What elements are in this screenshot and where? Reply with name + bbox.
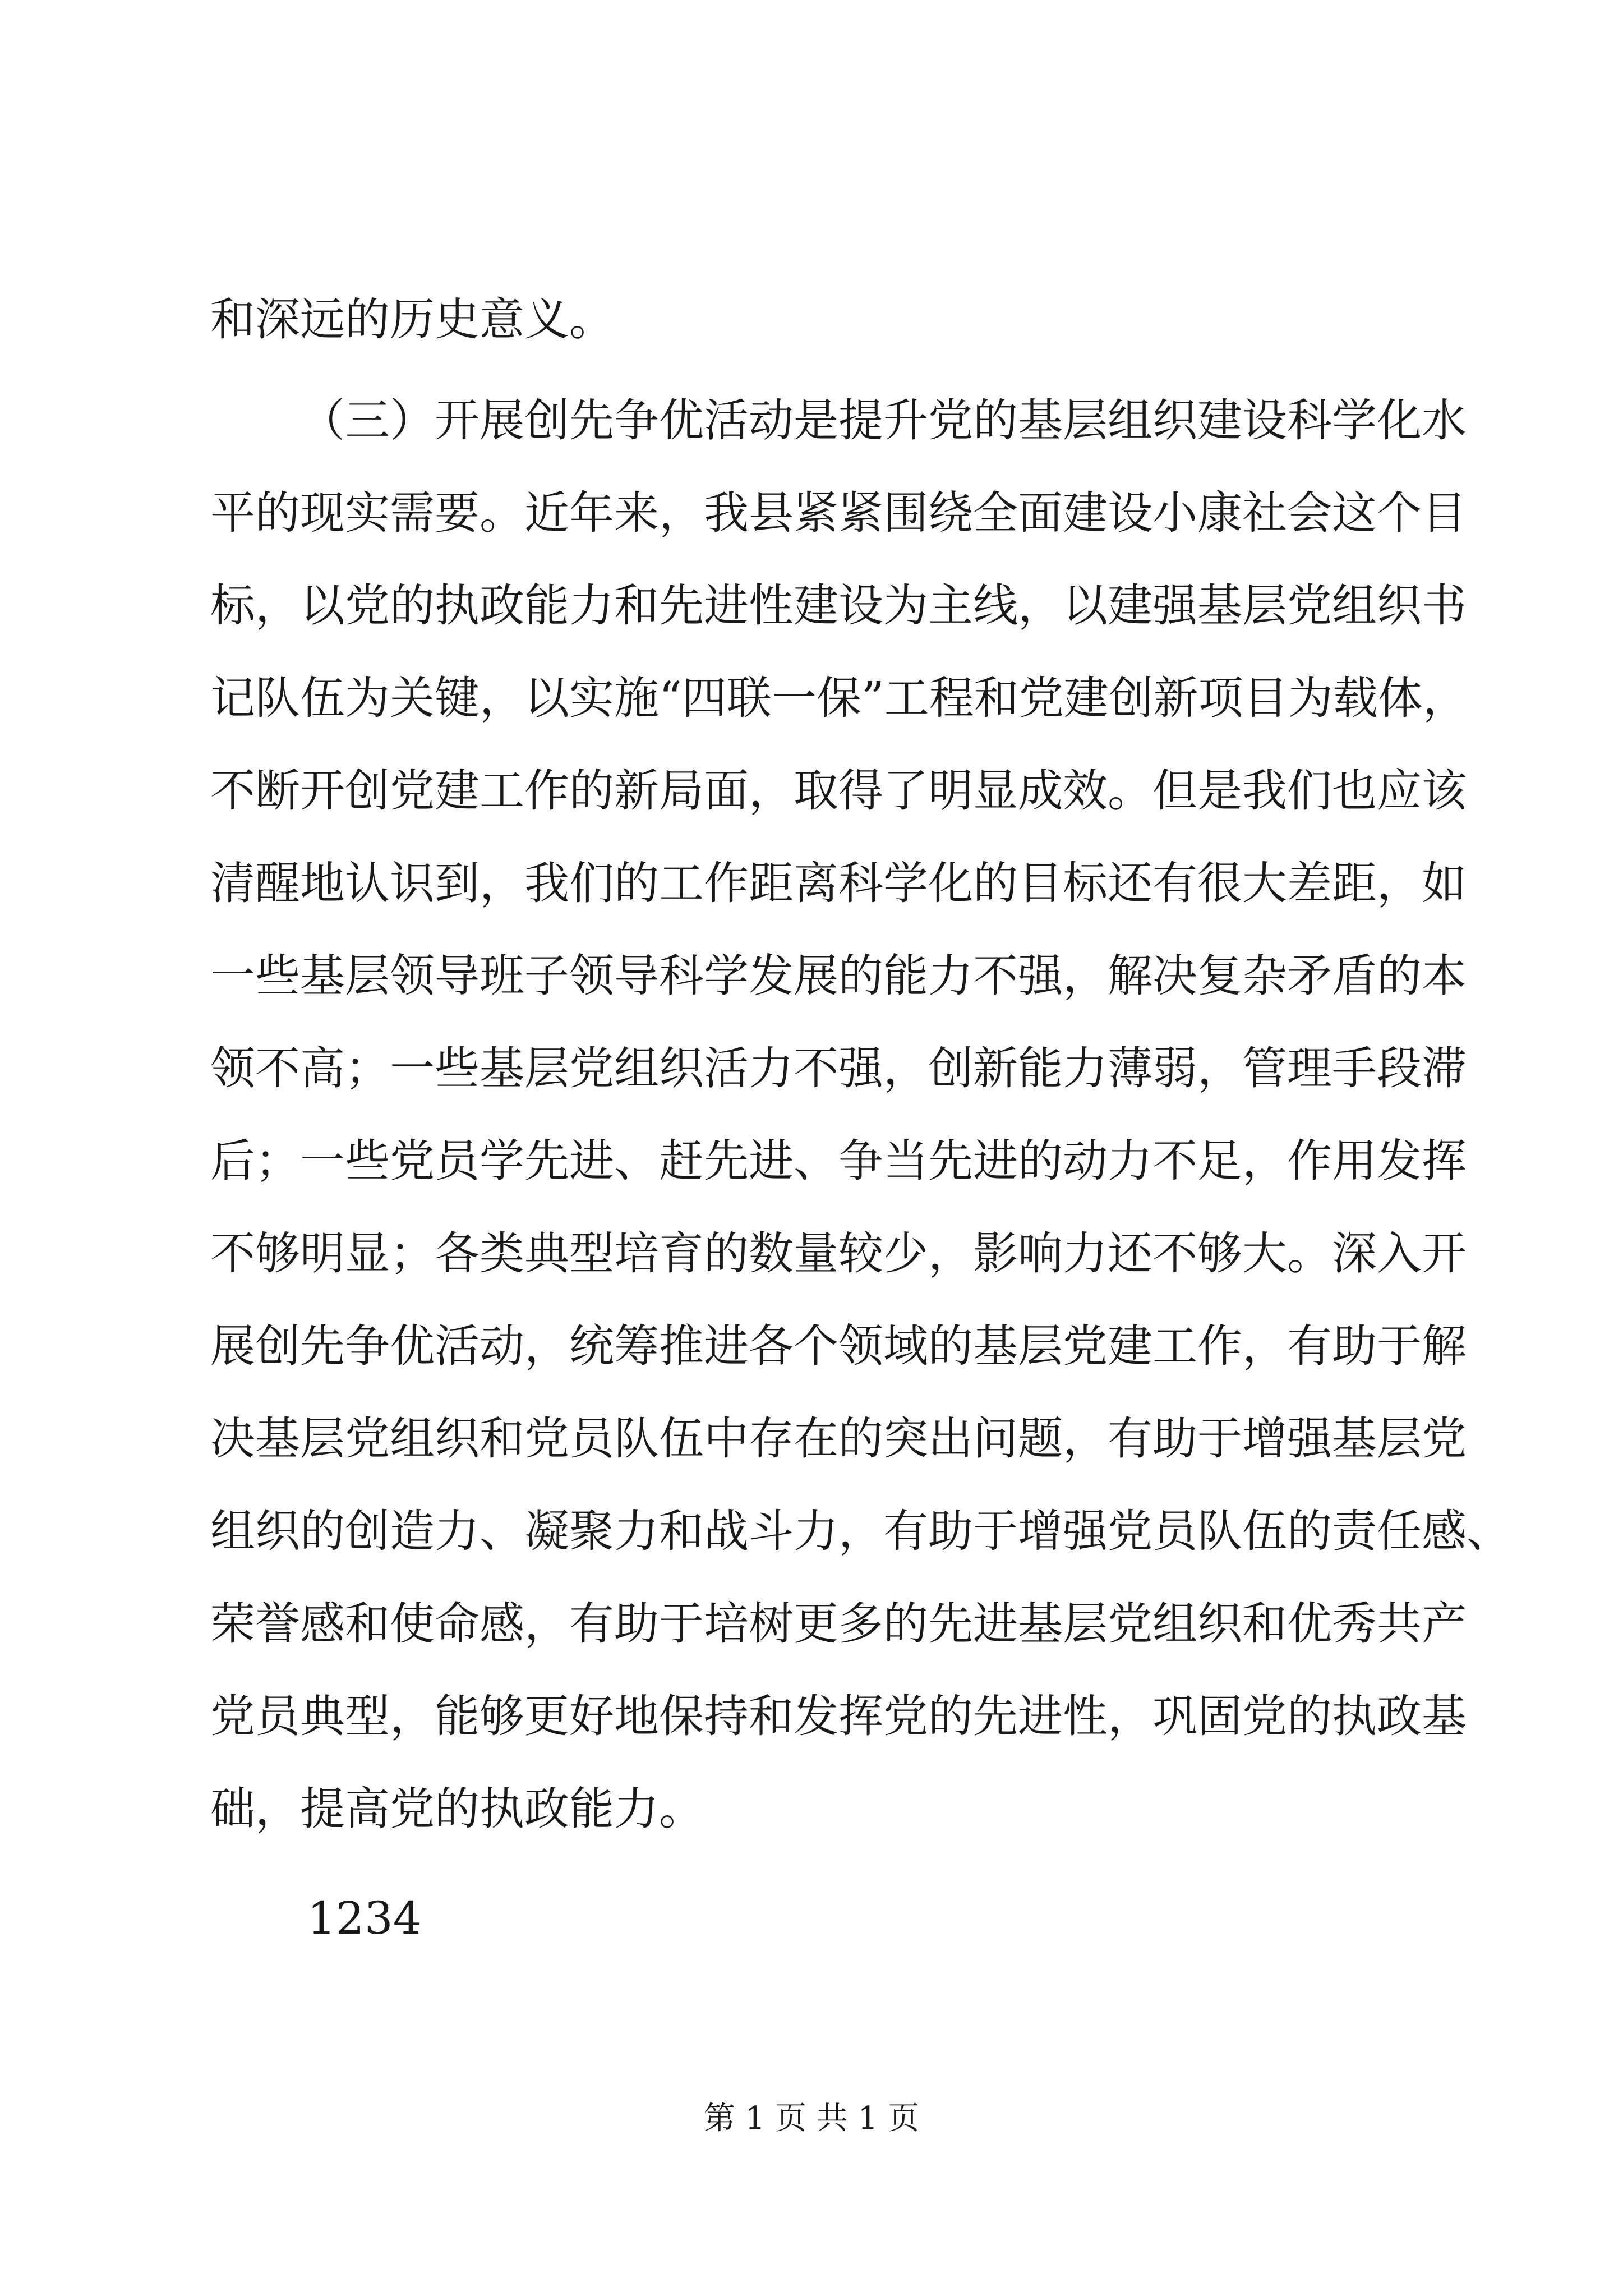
text-line: 平的现实需要。近年来，我县紧紧围绕全面建设小康社会这个目 — [210, 487, 1467, 539]
page-number-text: 1234 — [307, 1892, 422, 1944]
text-line: 础，提高党的执政能力。 — [210, 1783, 704, 1835]
page-footer: 第 1 页 共 1 页 — [703, 2100, 920, 2137]
text-line: 党员典型，能够更好地保持和发挥党的先进性，巩固党的执政基 — [210, 1690, 1467, 1742]
text-line: 后；一些党员学先进、赶先进、争当先进的动力不足，作用发挥 — [210, 1135, 1467, 1187]
text-line: 记队伍为关键，以实施“四联一保”工程和党建创新项目为载体， — [210, 672, 1468, 724]
text-line: （三）开展创先争优活动是提升党的基层组织建设科学化水 — [300, 394, 1467, 447]
text-line: 展创先争优活动，统筹推进各个领域的基层党建工作，有助于解 — [210, 1320, 1467, 1372]
text-line: 荣誉感和使命感，有助于培树更多的先进基层党组织和优秀共产 — [210, 1598, 1467, 1650]
text-line: 和深远的历史意义。 — [210, 293, 614, 346]
text-line: 一些基层领导班子领导科学发展的能力不强，解决复杂矛盾的本 — [210, 950, 1467, 1002]
text-line: 领不高；一些基层党组织活力不强，创新能力薄弱，管理手段滞 — [210, 1042, 1467, 1094]
text-line: 标，以党的执政能力和先进性建设为主线，以建强基层党组织书 — [210, 579, 1467, 632]
text-line: 清醒地认识到，我们的工作距离科学化的目标还有很大差距，如 — [210, 857, 1467, 909]
text-line: 不够明显；各类典型培育的数量较少，影响力还不够大。深入开 — [210, 1227, 1467, 1280]
text-line: 不断开创党建工作的新局面，取得了明显成效。但是我们也应该 — [210, 765, 1467, 817]
text-line: 决基层党组织和党员队伍中存在的突出问题，有助于增强基层党 — [210, 1412, 1467, 1465]
text-line: 组织的创造力、凝聚力和战斗力，有助于增强党员队伍的责任感、 — [210, 1505, 1511, 1557]
